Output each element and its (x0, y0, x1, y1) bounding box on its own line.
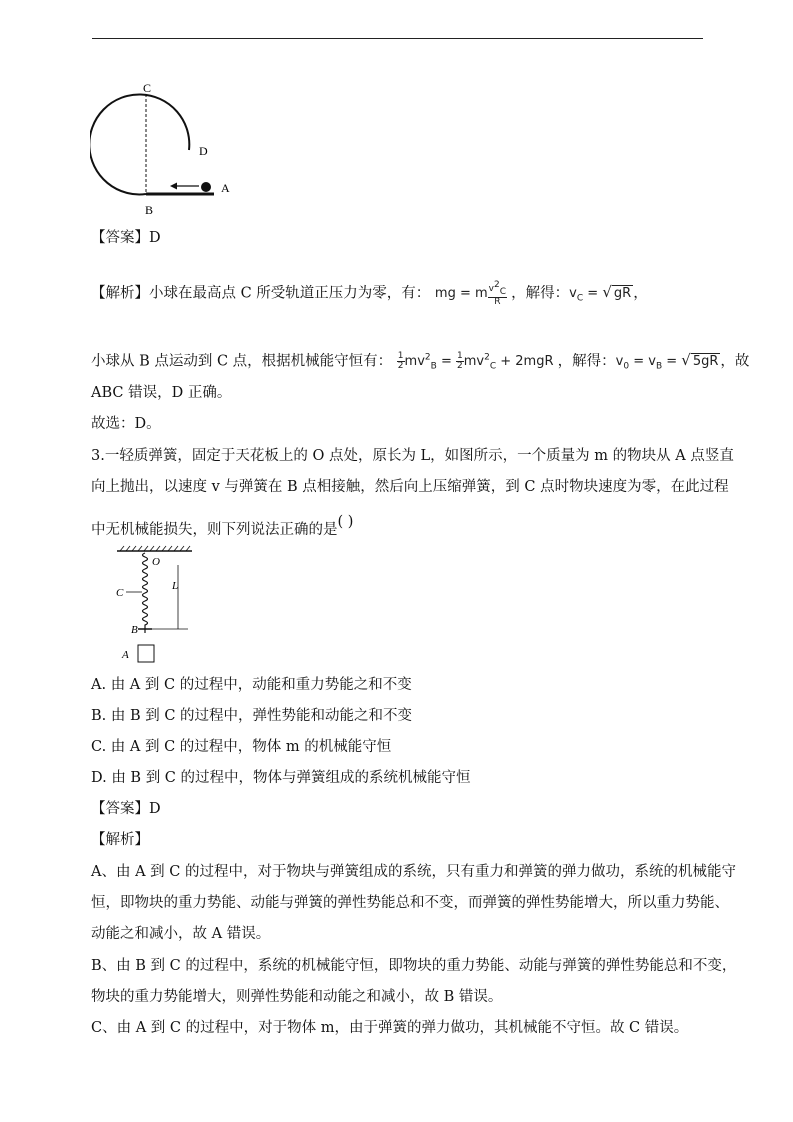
label-c-spring: C (116, 587, 124, 599)
question-3-line-1: 3.一轻质弹簧，固定于天花板上的 O 点处，原长为 L，如图所示，一个质量为 m 的物块从 A 点竖直 (91, 448, 734, 464)
equation-v0: $v_0 = v_B$ = √ 5gR (615, 351, 719, 372)
analysis-3-line-5: 物块的重力势能增大，则弹性势能和动能之和减小，故 B 错误。 (91, 989, 503, 1005)
choose-2: 故选：D。 (91, 416, 161, 432)
block-a (138, 645, 154, 662)
answer-3: 【答案】D (91, 801, 161, 817)
label-c: C (143, 81, 152, 95)
label-o: O (152, 556, 160, 568)
question-3-line-3: 中无机械能损失，则下列说法正确的是( ) (91, 514, 354, 538)
label-a: A (221, 181, 230, 195)
analysis-3-line-6: C、由 A 到 C 的过程中，对于物体 m，由于弹簧的弹力做功，其机械能不守恒。故 C 错误。 (91, 1020, 689, 1036)
label-l: L (172, 580, 179, 592)
question-3-line-2: 向上抛出，以速度 v 与弹簧在 B 点相接触，然后向上压缩弹簧，到 C 点时物块速度为零，在此过程 (91, 479, 729, 495)
track-arc (90, 94, 189, 194)
equation-force: mg = m $\frac{v^2_C}{R}$ (434, 280, 507, 307)
label-b-spring: B (131, 624, 138, 636)
ball (201, 182, 211, 192)
header-rule (92, 38, 703, 39)
label-d: D (199, 144, 208, 158)
label-a-block: A (122, 649, 129, 661)
option-b: B. 由 B 到 C 的过程中，弹性势能和动能之和不变 (91, 708, 413, 724)
equation-energy: $\frac{1}{2}$ $mv^2_B$ = $\frac{1}{2}$ $mv^2_C + 2mgR$ (397, 351, 554, 372)
equation-vc: $v_C$ = √ gR (569, 283, 632, 304)
option-d: D. 由 B 到 C 的过程中，物体与弹簧组成的系统机械能守恒 (91, 770, 471, 786)
analysis-3-line-3: 动能之和减小，故 A 错误。 (91, 926, 271, 942)
option-a: A. 由 A 到 C 的过程中，动能和重力势能之和不变 (91, 677, 412, 693)
analysis-2-line-3: ABC 错误，D 正确。 (91, 385, 232, 401)
analysis-3-line-4: B、由 B 到 C 的过程中，系统的机械能守恒，即物块的重力势能、动能与弹簧的弹性势能总和不变， (91, 958, 737, 974)
velocity-arrow-head (170, 183, 177, 190)
spring-coil (143, 553, 148, 633)
analysis-3-title: 【解析】 (91, 832, 149, 848)
analysis-2-line-2: 小球从 B 点运动到 C 点，根据机械能守恒有： $\frac{1}{2}$ $mv^2_B$ = $\frac{1}{2}$ $mv^2_C + 2mgR$ ，解得：$v_0 = v_B$ = √ 5gR ，故 (91, 351, 750, 372)
analysis-3-line-1: A、由 A 到 C 的过程中，对于物块与弹簧组成的系统，只有重力和弹簧的弹力做功，系统的机械能守 (91, 864, 736, 880)
circular-track-diagram (90, 78, 250, 218)
answer-paren: ( ) (337, 514, 354, 530)
analysis-3-line-2: 恒，即物块的重力势能、动能与弹簧的弹性势能总和不变，而弹簧的弹性势能增大，所以重力势能、 (91, 895, 729, 911)
spring-diagram (112, 545, 202, 667)
answer-2: 【答案】D (91, 230, 161, 246)
label-b: B (145, 203, 154, 217)
analysis-2-line-1: 【解析】小球在最高点 C 所受轨道正压力为零，有： mg = m $\frac{v^2_C}{R}$ ，解得：$v_C$ = √ gR ， (91, 280, 648, 307)
option-c: C. 由 A 到 C 的过程中，物体 m 的机械能守恒 (91, 739, 392, 755)
